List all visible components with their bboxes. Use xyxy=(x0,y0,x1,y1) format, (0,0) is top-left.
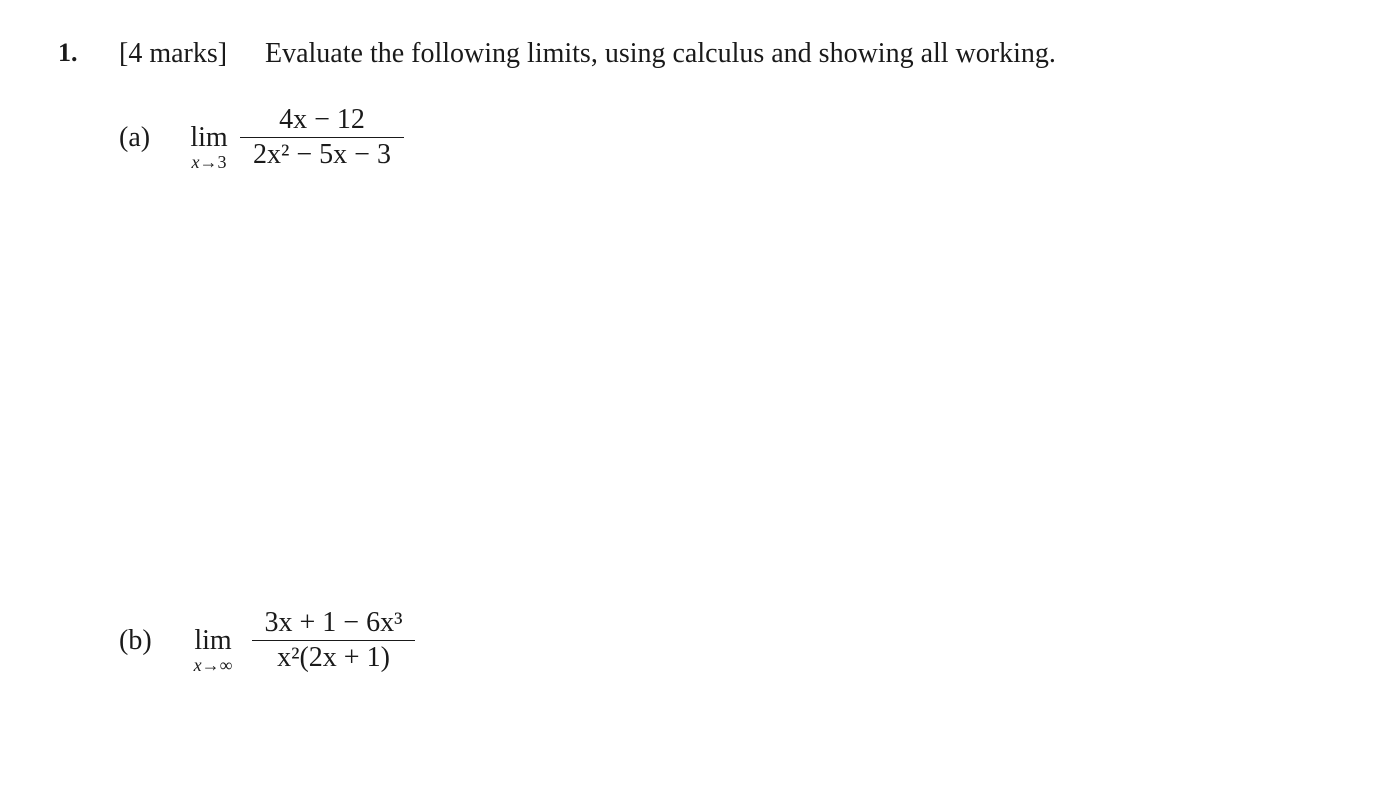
part-b-fraction xyxy=(252,606,415,675)
part-b-limit xyxy=(188,627,238,675)
part-a-numerator: 4x − 12 xyxy=(279,104,365,135)
part-a-label: (a) xyxy=(119,122,151,153)
part-b-lim-word: lim xyxy=(194,625,232,656)
part-a-limit xyxy=(184,124,234,172)
part-a-lim-word: lim xyxy=(190,122,228,153)
part-a-fraction xyxy=(240,103,404,172)
part-b-denominator: x²(2x + 1) xyxy=(277,642,390,673)
part-a-denominator: 2x² − 5x − 3 xyxy=(253,139,391,170)
part-b-lim-arrow: → xyxy=(201,655,220,675)
part-a-lim-target: 3 xyxy=(217,152,227,172)
part-b-label: (b) xyxy=(119,625,152,656)
question-number: 1. xyxy=(58,38,78,67)
part-b-lim-target: ∞ xyxy=(219,655,233,675)
part-b-lim-sub xyxy=(188,655,238,675)
part-a-lim-var: x xyxy=(191,152,200,172)
part-a-lim-sub xyxy=(184,152,234,172)
part-a-lim-arrow: → xyxy=(199,152,218,172)
question-marks: [4 marks] xyxy=(119,38,228,69)
question-prompt: Evaluate the following limits, using calculus and showing all working. xyxy=(265,38,1056,69)
part-b-lim-var: x xyxy=(193,655,202,675)
part-b-numerator: 3x + 1 − 6x³ xyxy=(264,607,403,638)
